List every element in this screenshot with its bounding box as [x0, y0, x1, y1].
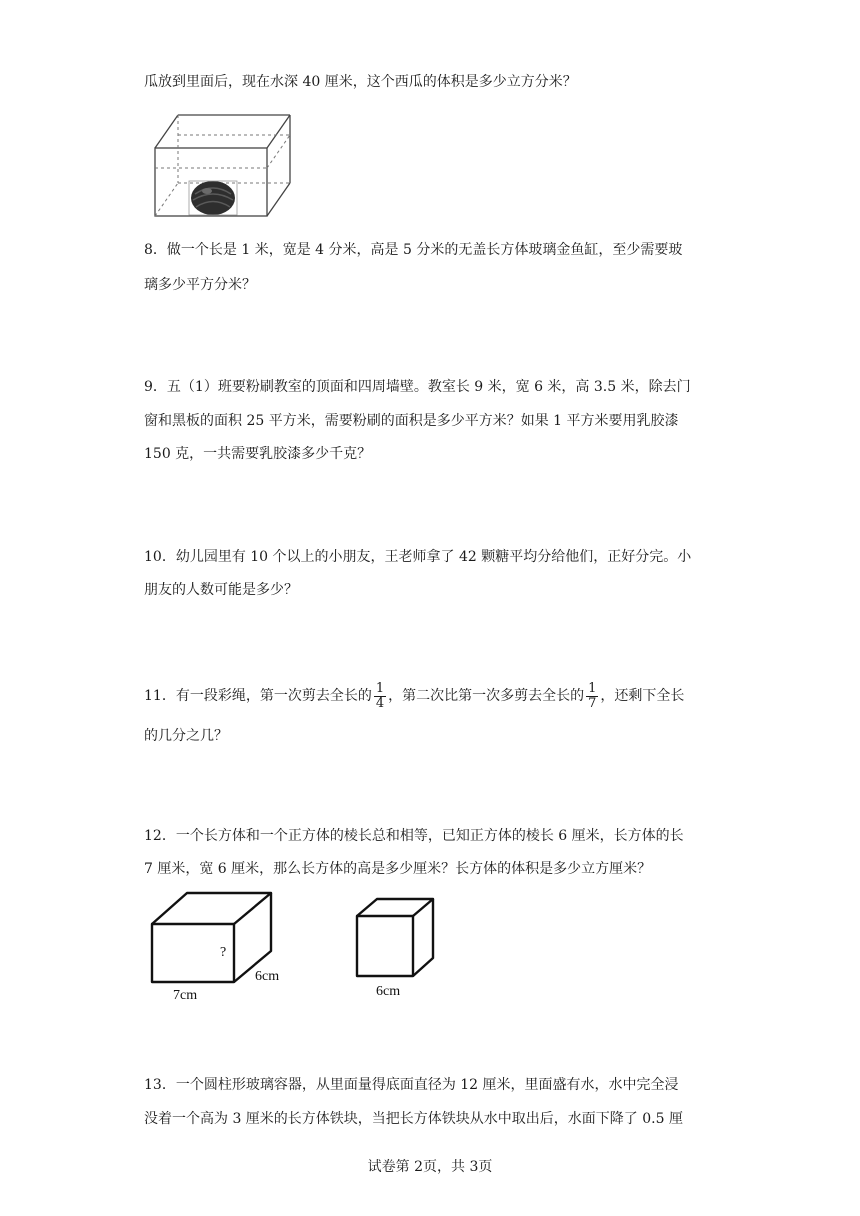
page-footer: 试卷第 2页，共 3页 — [367, 1159, 493, 1175]
q12-line-2: 7 厘米，宽 6 厘米，那么长方体的高是多少厘米？长方体的体积是多少立方厘米？ — [144, 861, 652, 877]
q10-line-1: 10．幼儿园里有 10 个以上的小朋友，王老师拿了 42 颗糖平均分给他们，正好分完。小 — [144, 549, 692, 565]
q13-line-1: 13．一个圆柱形玻璃容器，从里面量得底面直径为 12 厘米，里面盛有水，水中完全浸 — [144, 1077, 679, 1093]
q11-line-1 — [144, 677, 684, 715]
fraction-one-quarter: $\frac{1}{4}$ — [375, 680, 385, 711]
cuboid-length-label: 7cm — [173, 988, 198, 1003]
fraction-one-seventh: $\frac{1}{7}$ — [588, 680, 597, 711]
cube-front-face — [357, 916, 413, 976]
cuboid-height-label: ? — [220, 945, 227, 960]
q10-line-2: 朋友的人数可能是多少？ — [144, 582, 298, 598]
q11-line-2: 的几分之几？ — [144, 728, 228, 744]
watermelon-icon — [189, 181, 237, 215]
cube-edge-label: 6cm — [376, 984, 401, 999]
q12-line-1: 12．一个长方体和一个正方体的棱长总和相等，已知正方体的棱长 6 厘米，长方体的长 — [144, 828, 684, 844]
q13-line-2: 没着一个高为 3 厘米的长方体铁块，当把长方体铁块从水中取出后，水面下降了 0.5 厘 — [144, 1111, 683, 1127]
q11-text-part2: ，第二次比第一次多剪去全长的 — [388, 688, 585, 704]
q8-line-1: 8．做一个长是 1 米，宽是 4 分米，高是 5 分米的无盖长方体玻璃金鱼缸，至少需要玻 — [144, 242, 683, 258]
q8-line-2: 璃多少平方分米？ — [144, 277, 256, 293]
q9-line-1: 9．五（1）班要粉刷教室的顶面和四周墙壁。教室长 9 米，宽 6 米，高 3.5 米，除去门 — [144, 379, 691, 395]
cube-figure — [352, 896, 452, 1000]
q11-text-part1: 11．有一段彩绳，第一次剪去全长的 — [144, 688, 372, 704]
q9-line-2: 窗和黑板的面积 25 平方米，需要粉刷的面积是多少平方米？如果 1 平方米要用乳胶漆 — [144, 413, 679, 429]
q11-text-part3: ，还剩下全长 — [600, 688, 685, 704]
cuboid-figure — [145, 888, 295, 1006]
fish-tank-figure — [150, 110, 295, 220]
q9-line-3: 150 克，一共需要乳胶漆多少千克？ — [144, 446, 372, 462]
cuboid-width-label: 6cm — [255, 969, 280, 984]
q7-line-1: 瓜放到里面后，现在水深 40 厘米，这个西瓜的体积是多少立方分米？ — [144, 74, 577, 90]
